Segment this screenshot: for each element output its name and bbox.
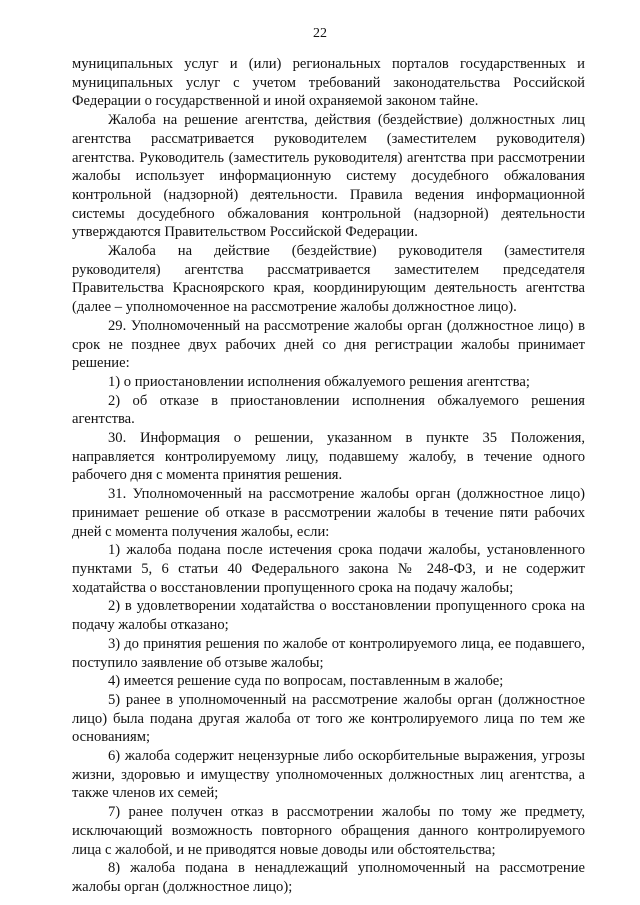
paragraph: Жалоба на решение агентства, действия (бездействие) должностных лиц агентства рассматривается руководителем (заместителем руководителя) агентства. Руководитель (заместитель руководителя) агентства при рассмотрении жалобы использует информационную систему досудебного обжалования контрольной (надзорной) деятельности. Правила ведения информационной системы досудебного обжалования контрольной (надзорной) деятельности утверждаются Правительством Российской Федерации. xyxy=(72,112,585,241)
document-body xyxy=(72,55,585,897)
paragraph-item-29: 29. Уполномоченный на рассмотрение жалобы орган (должностное лицо) в срок не позднее двух рабочих дней со дня регистрации жалобы принимает решение: xyxy=(72,317,585,372)
list-item: 2) в удовлетворении ходатайства о восстановлении пропущенного срока на подачу жалобы отказано; xyxy=(72,598,585,634)
list-item: 5) ранее в уполномоченный на рассмотрение жалобы орган (должностное лицо) была подана другая жалоба от того же контролируемого лица по тем же основаниям; xyxy=(72,691,585,746)
paragraph-item-30: 30. Информация о решении, указанном в пункте 35 Положения, направляется контролируемому лицу, подавшему жалобу, в течение одного рабочего дня с момента принятия решения. xyxy=(72,430,585,484)
page-number: 22 xyxy=(313,26,327,41)
list-item: 1) жалоба подана после истечения срока подачи жалобы, установленного пунктами 5, 6 статьи 40 Федерального закона № 248-ФЗ, и не содержит ходатайства о восстановлении пропущенного срока на подачу жалобы; xyxy=(72,542,585,596)
list-item: 6) жалоба содержит нецензурные либо оскорбительные выражения, угрозы жизни, здоровью и имуществу уполномоченных должностных лиц агентства, а также членов их семей; xyxy=(72,748,585,802)
paragraph: Жалоба на действие (бездействие) руководителя (заместителя руководителя) агентства рассматривается заместителем председателя Правительства Красноярского края, координирующим деятельность агентства (далее – уполномоченное на рассмотрение жалобы должностное лицо). xyxy=(72,243,585,316)
list-item: 7) ранее получен отказ в рассмотрении жалобы по тому же предмету, исключающий возможность повторного обращения данного контролируемого лица с жалобой, и не приводятся новые доводы или обстоятельства; xyxy=(72,804,585,858)
list-item: 3) до принятия решения по жалобе от контролируемого лица, ее подавшего, поступило заявление об отзыве жалобы; xyxy=(72,635,585,671)
paragraph-continuation: муниципальных услуг и (или) региональных порталов государственных и муниципальных услуг с учетом требований законодательства Российской Федерации о государственной и иной охраняемой законом тайне. xyxy=(72,56,585,110)
list-item: 2) об отказе в приостановлении исполнения обжалуемого решения агентства. xyxy=(72,392,585,428)
list-item: 4) имеется решение суда по вопросам, поставленным в жалобе; xyxy=(108,673,504,690)
list-item: 1) о приостановлении исполнения обжалуемого решения агентства; xyxy=(108,373,530,390)
paragraph-item-31: 31. Уполномоченный на рассмотрение жалобы орган (должностное лицо) принимает решение об отказе в рассмотрении жалобы в течение пяти рабочих дней с момента получения жалобы, если: xyxy=(72,486,585,540)
list-item: 8) жалоба подана в ненадлежащий уполномоченный на рассмотрение жалобы орган (должностное лицо); xyxy=(72,860,585,895)
